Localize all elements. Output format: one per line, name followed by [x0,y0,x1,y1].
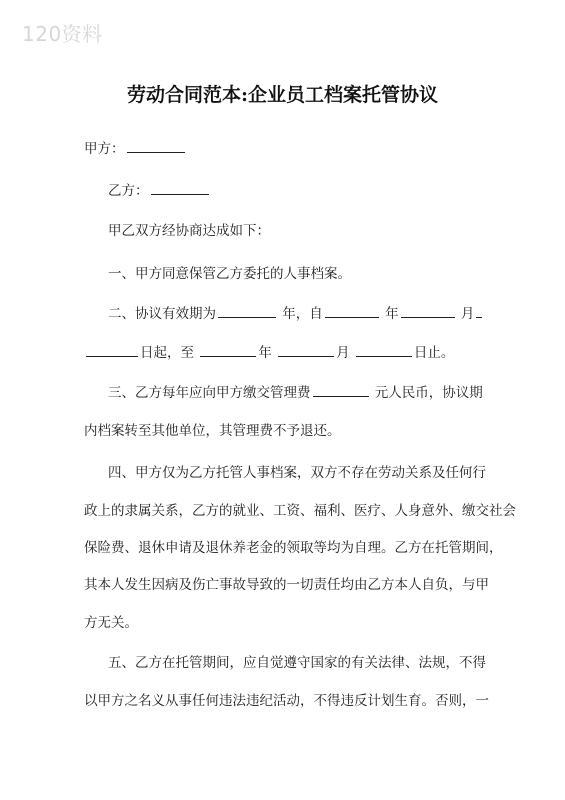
blank-field [86,342,138,357]
clause-5-line-2: 以甲方之名义从事任何违法违纪活动，不得违反计划生育。否则，一 [84,693,489,709]
clause-2-text: 二、协议有效期为 [108,306,216,322]
blank-field [200,342,256,357]
clause-2-line-1 [108,302,484,322]
clause-4-line-3: 保险费、退休申请及退休养老金的领取等均为自理。乙方在托管期间， [84,540,503,556]
clause-2-text: 月 [460,306,475,322]
blank-field [356,342,412,357]
clause-3-text: 元人民币，协议期 [374,385,483,401]
clause-4-line-5: 方无关。 [84,615,138,631]
clause-2-text: 日起，至 [140,345,194,361]
blank-field [218,303,276,318]
clause-5-line-1: 五、乙方在托管期间，应自觉遵守国家的有关法律、法规，不得 [108,655,486,671]
clause-2-text: 日止。 [413,345,455,361]
intro-line: 甲乙双方经协商达成如下： [108,223,270,239]
clause-1: 一、甲方同意保管乙方委托的人事档案。 [108,266,351,282]
document-title: 劳动合同范本:企业员工档案托管协议 [126,84,438,106]
party-b-line [108,179,211,199]
party-b-label: 乙方： [108,183,149,199]
blank-field [313,382,369,397]
party-a-label: 甲方： [84,141,125,157]
party-a-line [84,137,187,157]
party-b-blank [151,180,209,195]
clause-3-line-1 [108,381,483,401]
clause-2-text: 年，自 [282,306,323,322]
clause-4-line-4: 其本人发生因病及伤亡事故导致的一切责任均由乙方本人自负，与甲 [84,577,489,593]
blank-field [476,303,482,318]
clause-2-text: 年 [258,345,272,361]
blank-field [401,303,455,318]
clause-4-line-2: 政上的隶属关系，乙方的就业、工资、福利、医疗、人身意外、缴交社会 [84,503,516,519]
party-a-blank [127,138,185,153]
clause-3-line-2: 内档案转至其他单位，其管理费不予退还。 [84,423,341,439]
clause-2-text: 年 [385,306,399,322]
clause-2-line-2 [84,341,454,361]
clause-4-line-1: 四、甲方仅为乙方托管人事档案，双方不存在劳动关系及任何行 [108,465,486,481]
blank-field [278,342,334,357]
watermark: 120资料 [22,22,103,46]
clause-2-text: 月 [336,345,350,361]
clause-3-text: 三、乙方每年应向甲方缴交管理费 [108,385,311,401]
blank-field [325,303,379,318]
